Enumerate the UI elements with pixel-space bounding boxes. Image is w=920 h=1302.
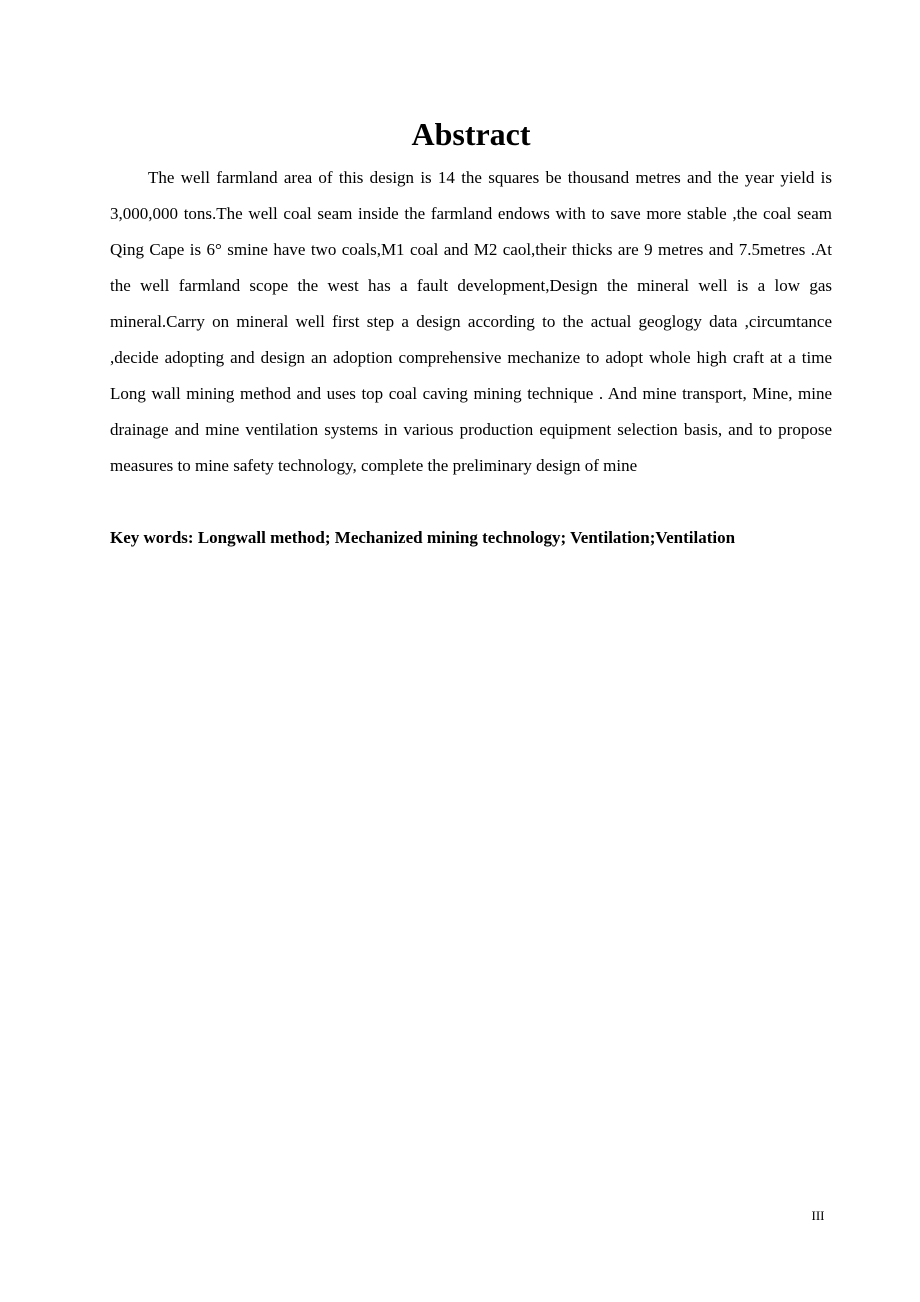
keywords-line: Key words: Longwall method; Mechanized mining technology; Ventilation;Ventilation — [110, 528, 736, 547]
abstract-title: Abstract — [411, 116, 531, 152]
page-number: III — [811, 1208, 825, 1223]
abstract-body-text: The well farmland area of this design is 14 the squares be thousand metres and the year yield is 3,000,000 tons.The well coal seam inside the farmland endows with to save more stable ,the coal seam Qing Cape is 6° smine have two coals,M1 coal and M2 caol,their thicks are 9 metres and 7.5metres .At the well farmland scope the west has a fault development,Design the mineral well is a low gas mineral.Carry on mineral well first step a design according to the actual geoglogy data ,circumtance ,decide adopting and design an adoption comprehensive mechanize to adopt whole high craft at a time Long wall mining method and uses top coal caving mining technique . And mine transport, Mine, mine drainage and mine ventilation systems in various production equipment selection basis, and to propose measures to mine safety technology, complete the preliminary design of mine — [110, 168, 832, 475]
